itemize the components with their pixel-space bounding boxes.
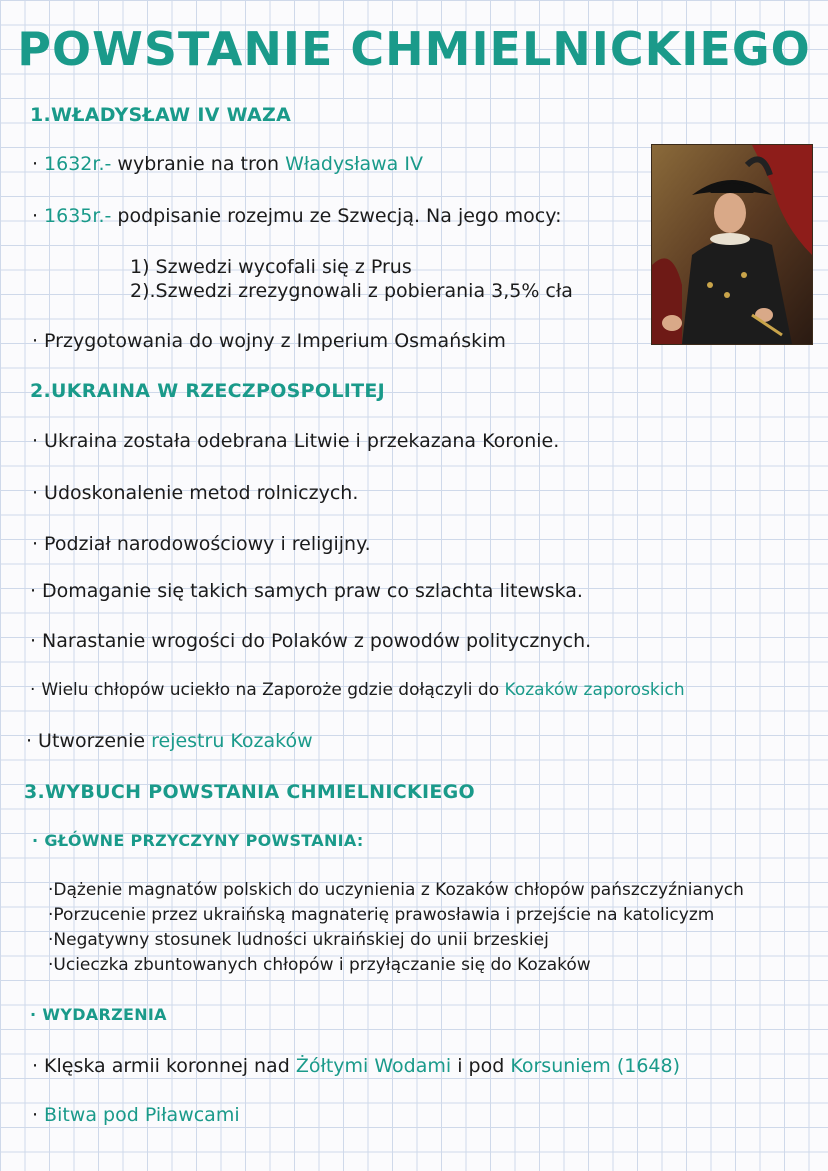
item-text: Utworzenie (38, 730, 146, 752)
list-item: · 1635r.- podpisanie rozejmu ze Szwecją. Na jego mocy: (32, 205, 562, 227)
item-text: Bitwa pod (44, 1104, 139, 1126)
place-highlight: Piławcami (144, 1104, 240, 1126)
list-item: · Klęska armii koronnej nad Żółtymi Wodami i pod Korsuniem (1648) (32, 1055, 680, 1077)
place-highlight: Żółtymi Wodami (295, 1055, 452, 1077)
portrait-wladyslaw-iv-image (651, 144, 813, 345)
list-item: · Utworzenie rejestru Kozaków (26, 730, 313, 752)
list-item: ·Dążenie magnatów polskich do uczynienia z Kozaków chłopów pańszczyźnianych (48, 880, 744, 900)
list-item: · Przygotowania do wojny z Imperium Osmańskim (32, 330, 506, 352)
item-text: Narastanie wrogości do Polaków z powodów politycznych. (42, 630, 592, 652)
year-label: (1648) (616, 1055, 680, 1077)
item-highlight: Kozaków (230, 730, 313, 752)
item-text: Podział narodowościowy i religijny. (44, 533, 371, 555)
place-highlight: Korsuniem (510, 1055, 611, 1077)
section-heading-1: 1.WŁADYSŁAW IV WAZA (30, 104, 292, 126)
sublist (130, 255, 573, 303)
section-heading-3: 3.WYBUCH POWSTANIA CHMIELNICKIEGO (24, 781, 475, 803)
events-heading: · WYDARZENIA (30, 1005, 167, 1024)
item-text: Domaganie się takich samych praw co szlachta litewska. (42, 580, 583, 602)
list-item: · Ukraina została odebrana Litwie i przekazana Koronie. (32, 430, 560, 452)
item-highlight: Władysława IV (285, 153, 423, 175)
page-title: POWSTANIE CHMIELNICKIEGO (17, 22, 811, 76)
sublist-item: 1) Szwedzi wycofali się z Prus (130, 256, 412, 278)
list-item: · Wielu chłopów uciekło na Zaporoże gdzie dołączyli do Kozaków zaporoskich (30, 680, 685, 700)
section-heading-2: 2.UKRAINA W RZECZPOSPOLITEJ (30, 380, 386, 402)
list-item: · Udoskonalenie metod rolniczych. (32, 482, 359, 504)
item-highlight: Kozaków zaporoskich (504, 680, 685, 700)
item-highlight: rejestru (151, 730, 225, 752)
sublist-item: 2).Szwedzi zrezygnowali z pobierania 3,5% cła (130, 280, 573, 302)
list-item: · Podział narodowościowy i religijny. (32, 533, 371, 555)
item-text: i pod (457, 1055, 505, 1077)
list-item: ·Porzucenie przez ukraińską magnaterię prawosławia i przejście na katolicyzm (48, 905, 715, 925)
item-text: podpisanie rozejmu ze Szwecją. Na jego mocy: (117, 205, 562, 227)
year-label: 1635r.- (44, 205, 112, 227)
list-item: · Domaganie się takich samych praw co szlachta litewska. (30, 580, 583, 602)
list-item: · Narastanie wrogości do Polaków z powodów politycznych. (30, 630, 592, 652)
item-text: Klęska armii koronnej nad (44, 1055, 290, 1077)
list-item: · 1632r.- wybranie na tron Władysława IV (32, 153, 423, 175)
item-text: Przygotowania do wojny z Imperium Osmańskim (44, 330, 506, 352)
year-label: 1632r.- (44, 153, 112, 175)
list-item: ·Ucieczka zbuntowanych chłopów i przyłączanie się do Kozaków (48, 955, 591, 975)
item-text: Ukraina została odebrana Litwie i przekazana Koronie. (44, 430, 560, 452)
item-text: wybranie na tron (117, 153, 280, 175)
causes-heading: · GŁÓWNE PRZYCZYNY POWSTANIA: (32, 831, 364, 850)
item-text: Udoskonalenie metod rolniczych. (44, 482, 359, 504)
list-item: · Bitwa pod Piławcami (32, 1104, 240, 1126)
list-item: ·Negatywny stosunek ludności ukraińskiej do unii brzeskiej (48, 930, 549, 950)
causes-list (48, 878, 744, 978)
item-text: Wielu chłopów uciekło na Zaporoże gdzie dołączyli do (41, 680, 500, 700)
